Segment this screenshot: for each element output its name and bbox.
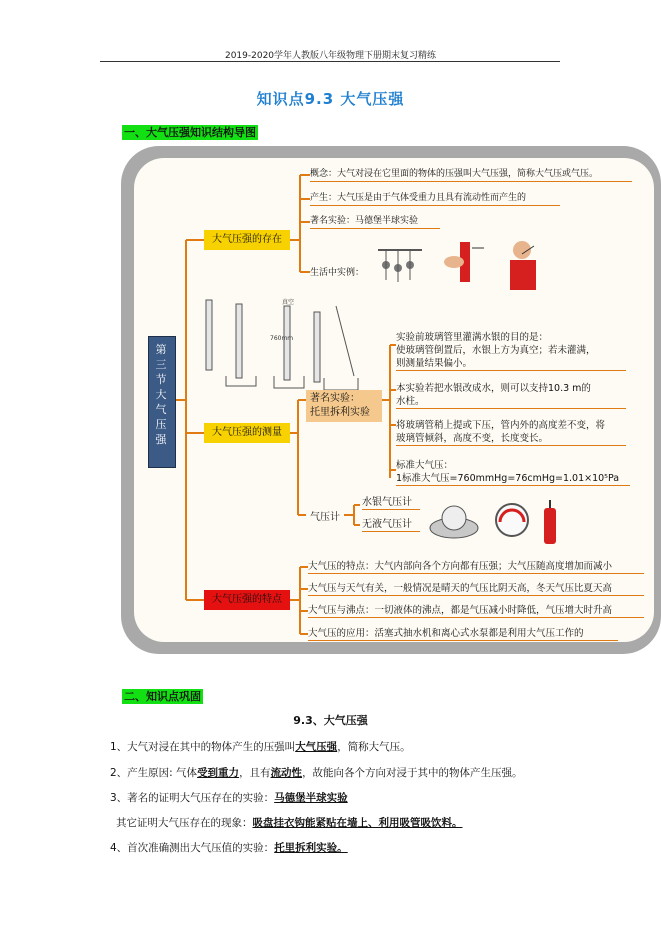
torricelli-label-line2: 托里拆利实验 [310, 407, 370, 418]
chapter-title [148, 342, 174, 447]
chapter-char: 三 [155, 358, 167, 371]
note-purpose-line: 实验前玻璃管里灌满水银的目的是： [396, 332, 549, 343]
note-cause: 产生：大气压是由于气体受重力且具有流动性而产生的 [310, 192, 560, 206]
page-title: 知识点9.3 大气压强 [256, 90, 405, 108]
feature-note: 大气压与沸点：一切液体的沸点，都是气压减小时降低，气压增大时升高 [308, 604, 644, 618]
tube-height-label: 760mm [270, 335, 294, 342]
suction-hook-icon [378, 250, 422, 282]
item-text: 1、大气对浸在其中的物体产生的压强叫 [110, 741, 296, 753]
drinking-straw-boy-icon [510, 241, 536, 290]
item-text: 3、著名的证明大气压存在的实验： [110, 792, 275, 804]
note-tube [396, 419, 626, 446]
feature-note: 大气压与天气有关，一般情况是晴天的气压比阴天高，冬天气压比夏天高 [308, 582, 644, 596]
note-water-line: 水柱。 [396, 396, 425, 407]
barometer-aneroid: 无液气压计 [362, 518, 420, 532]
torricelli-label-line1: 著名实验： [310, 393, 360, 404]
note-purpose [396, 331, 626, 371]
note-water [396, 382, 626, 409]
note-purpose-line: 使玻璃管倒置后，水银上方为真空；若未灌满， [396, 345, 596, 356]
feature-note: 大气压的应用：活塞式抽水机和离心式水泵都是利用大气压工作的 [308, 627, 618, 641]
item-key: 吸盘挂衣钩能紧贴在墙上、利用吸管吸饮料。 [252, 817, 463, 829]
tube-vacuum-label: 真空 [282, 299, 295, 306]
life-examples-illustration [372, 240, 628, 306]
barometer-illustration [424, 490, 564, 550]
chapter-char: 强 [155, 433, 167, 446]
branch-measurement: 大气压强的测量 [204, 423, 290, 443]
note-standard-line: 1标准大气压=760mmHg=76cmHg=1.01×10⁵Pa [396, 473, 620, 484]
knowledge-item-3 [110, 790, 348, 805]
fire-extinguisher-icon [544, 500, 556, 544]
chapter-char: 大 [155, 388, 167, 401]
item-key: 马德堡半球实验 [274, 792, 348, 804]
dropper-icon [444, 242, 484, 282]
item-text: 其它证明大气压存在的现象： [116, 817, 253, 829]
knowledge-item-4 [110, 840, 348, 855]
note-concept: 概念：大气对浸在它里面的物体的压强叫大气压强，简称大气压或气压。 [310, 168, 632, 182]
note-tube-line: 玻璃管倾斜，高度不变，长度变长。 [396, 433, 549, 444]
item-text: 2、产生原因: 气体 [110, 767, 198, 779]
chapter-char: 气 [155, 403, 167, 416]
note-tube-line: 将玻璃管稍上提或下压，管内外的高度差不变，将 [396, 420, 606, 431]
item-text: 4、首次准确测出大气压值的实验： [110, 842, 275, 854]
chapter-char: 节 [155, 373, 167, 386]
feature-note: 大气压的特点：大气内部向各个方向都有压强；大气压随高度增加而减小 [308, 560, 644, 574]
chapter-char: 压 [155, 418, 167, 431]
note-standard [396, 459, 630, 486]
aneroid-barometer-icon [430, 506, 478, 538]
section-1-label: 一、大气压强知识结构导图 [124, 126, 256, 139]
chapter-char: 第 [155, 343, 167, 356]
knowledge-item-2 [110, 765, 523, 780]
branch-features: 大气压强的特点 [204, 590, 290, 610]
pressure-gauge-icon [496, 504, 528, 536]
barometer-mercury: 水银气压计 [362, 496, 420, 510]
item-text: ，且有 [239, 767, 271, 779]
note-purpose-line: 则测量结果偏小。 [396, 358, 473, 369]
note-standard-line: 标准大气压： [396, 460, 454, 471]
item-text: ，简称大气压。 [337, 741, 411, 753]
item-text: ，故能向各个方向对浸于其中的物体产生压强。 [302, 767, 523, 779]
branch-existence: 大气压强的存在 [204, 230, 290, 250]
knowledge-item-3b [116, 815, 463, 830]
knowledge-item-1 [110, 739, 411, 754]
torricelli-tubes-illustration [196, 296, 370, 396]
section-2-label: 二、知识点巩固 [124, 690, 201, 703]
item-key: 流动性 [270, 767, 303, 779]
barometer-label: 气压计 [310, 512, 340, 523]
item-key: 托里拆利实验。 [274, 842, 348, 854]
page-header: 2019-2020学年人教版八年级物理下册期末复习精练 [224, 51, 437, 61]
item-key: 大气压强 [295, 741, 338, 753]
section-2-heading [122, 685, 203, 704]
note-examples: 生活中实例： [310, 268, 365, 278]
note-experiment: 著名实验：马德堡半球实验 [310, 215, 440, 229]
torricelli-label [306, 390, 382, 422]
item-key: 受到重力 [197, 767, 240, 779]
knowledge-heading: 9.3、大气压强 [293, 714, 368, 727]
note-water-line: 本实验若把水银改成水，则可以支持10.3 m的 [396, 383, 591, 394]
